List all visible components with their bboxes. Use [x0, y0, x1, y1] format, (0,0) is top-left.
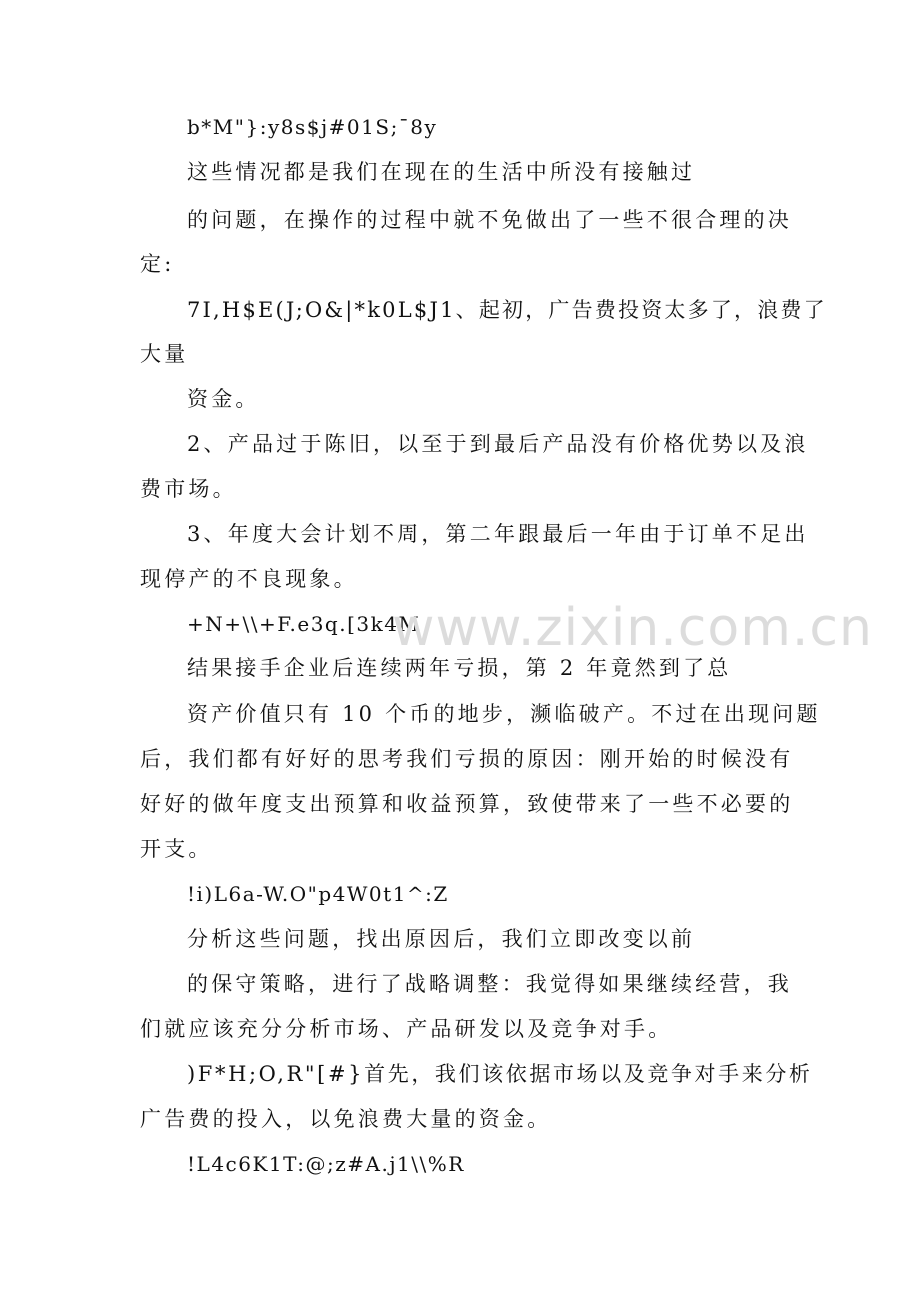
paragraph-line: 们就应该充分分析市场、产品研发以及竞争对手。 [140, 1017, 673, 1041]
paragraph-line: 定: [140, 252, 175, 276]
watermark: www.zixin.com.cn [392, 598, 873, 658]
paragraph-line: 结果接手企业后连续两年亏损，第 2 年竟然到了总 [187, 656, 732, 680]
paragraph-line: 的问题，在操作的过程中就不免做出了一些不很合理的决 [187, 208, 792, 232]
paragraph-line: 的保守策略，进行了战略调整：我觉得如果继续经营，我 [187, 972, 792, 996]
paragraph-line: 分析这些问题，找出原因后，我们立即改变以前 [187, 927, 696, 951]
paragraph-line: 费市场。 [140, 477, 237, 501]
paragraph-line: 广告费的投入，以免浪费大量的资金。 [140, 1107, 552, 1131]
paragraph-line: 这些情况都是我们在现在的生活中所没有接触过 [187, 160, 696, 184]
garbled-text-line: b*M"}:y8s$j#01S;¯8y [187, 115, 438, 139]
paragraph-line: 好好的做年度支出预算和收益预算，致使带来了一些不必要的 [140, 792, 794, 816]
paragraph-line: 7I,H$E(J;O&|*k0L$J1、起初，广告费投资太多了，浪费了 [187, 298, 827, 322]
paragraph-line: 后，我们都有好好的思考我们亏损的原因：刚开始的时候没有 [140, 747, 794, 771]
paragraph-line: 3、年度大会计划不周，第二年跟最后一年由于订单不足出 [187, 522, 809, 546]
paragraph-line: 2、产品过于陈旧，以至于到最后产品没有价格优势以及浪 [187, 432, 809, 456]
garbled-text-line: +N+\\+F.e3q.[3k4M [187, 612, 421, 636]
paragraph-line: 大量 [140, 342, 189, 366]
paragraph-line: 开支。 [140, 837, 213, 861]
paragraph-line: )F*H;O,R"[#}首先，我们该依据市场以及竞争对手来分析 [187, 1062, 813, 1086]
paragraph-line: 资金。 [187, 387, 260, 411]
paragraph-line: 资产价值只有 10 个币的地步，濒临破产。不过在出现问题 [187, 702, 821, 726]
garbled-text-line: !L4c6K1T:@;z#A.j1\\%R [187, 1152, 465, 1176]
garbled-text-line: !i)L6a-W.O"p4W0t1^:Z [187, 882, 449, 906]
paragraph-line: 现停产的不良现象。 [140, 567, 358, 591]
